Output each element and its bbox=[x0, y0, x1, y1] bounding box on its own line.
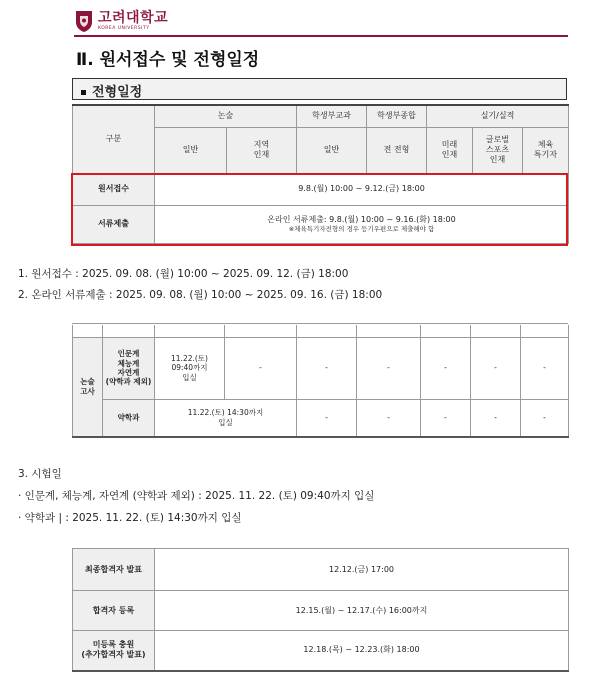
university-logo bbox=[74, 9, 168, 33]
dash-cell: - bbox=[521, 399, 569, 437]
table-divider bbox=[72, 323, 568, 324]
note-line: · 약학과 | : 2025. 11. 22. (토) 14:30까지 입실 bbox=[18, 512, 242, 524]
group-header-silgi: 실기/실적 bbox=[427, 105, 569, 127]
dash-cell: - bbox=[421, 337, 471, 399]
note-line: · 인문계, 체능계, 자연계 (약학과 제외) : 2025. 11. 22. (토) 09:40까지 입실 bbox=[18, 490, 375, 502]
dash-cell: - bbox=[357, 399, 421, 437]
result-row-value: 12.12.(금) 17:00 bbox=[155, 549, 569, 591]
dash-cell: - bbox=[357, 337, 421, 399]
group-header-nonsul: 논술 bbox=[155, 105, 297, 127]
documents-period: 온라인 서류제출: 9.8.(월) 10:00 ~ 9.16.(화) 18:00 bbox=[267, 214, 456, 224]
dash-cell: - bbox=[297, 337, 357, 399]
exam-row-label-general: 인문계 체능계 자연계 (약학과 제외) bbox=[103, 337, 155, 399]
note-line: 3. 시험일 bbox=[18, 468, 62, 480]
dash-cell: - bbox=[421, 399, 471, 437]
dash-cell: - bbox=[471, 399, 521, 437]
dash-cell: - bbox=[471, 337, 521, 399]
row-label-documents: 서류제출 bbox=[73, 205, 155, 243]
note-line: 2. 온라인 서류제출 : 2025. 09. 08. (월) 10:00 ~ 2025. 09. 16. (금) 18:00 bbox=[18, 289, 383, 301]
documents-period-cell bbox=[155, 205, 569, 243]
note-line: 1. 원서접수 : 2025. 09. 08. (월) 10:00 ~ 2025. 09. 12. (금) 18:00 bbox=[18, 268, 349, 280]
logo-english-name: KOREA UNIVERSITY bbox=[98, 25, 150, 31]
schedule-table bbox=[72, 104, 569, 244]
result-row-label: 미등록 충원 (추가합격자 발표) bbox=[73, 631, 155, 671]
exam-table bbox=[72, 325, 569, 438]
row-header-cell: 구분 bbox=[73, 105, 155, 173]
group-header-gyogwa: 학생부교과 bbox=[297, 105, 367, 127]
section-title: Ⅱ. 원서접수 및 전형일정 bbox=[76, 50, 260, 70]
subheader-cell: 일반 bbox=[155, 127, 227, 173]
application-period: 9.8.(월) 10:00 ~ 9.12.(금) 18:00 bbox=[155, 173, 569, 205]
dash-cell: - bbox=[521, 337, 569, 399]
header-divider bbox=[74, 35, 568, 37]
result-row-label: 최종합격자 발표 bbox=[73, 549, 155, 591]
result-row-label: 합격자 등록 bbox=[73, 591, 155, 631]
documents-note: ※체육특기자전형의 경우 등기우편으로 제출해야 함 bbox=[288, 224, 435, 233]
result-row-value: 12.18.(목) ~ 12.23.(화) 18:00 bbox=[155, 631, 569, 671]
crest-icon bbox=[74, 9, 94, 33]
exam-row-label-pharmacy: 약학과 bbox=[103, 399, 155, 437]
exam-group-label: 논술 고사 bbox=[73, 337, 103, 437]
subheader-cell: 미래 인재 bbox=[427, 127, 473, 173]
subsection-box bbox=[72, 78, 567, 100]
result-table bbox=[72, 548, 569, 672]
subheader-cell: 체육 특기자 bbox=[523, 127, 569, 173]
bullet-icon bbox=[81, 90, 86, 95]
subheader-cell: 전 전형 bbox=[367, 127, 427, 173]
group-header-jonghap: 학생부종합 bbox=[367, 105, 427, 127]
exam-time-general: 11.22.(토) 09:40까지 입실 bbox=[155, 337, 225, 399]
exam-time-pharmacy: 11.22.(토) 14:30까지 입실 bbox=[155, 399, 297, 437]
dash-cell: - bbox=[297, 399, 357, 437]
result-row-value: 12.15.(월) ~ 12.17.(수) 16:00까지 bbox=[155, 591, 569, 631]
row-label-application: 원서접수 bbox=[73, 173, 155, 205]
subheader-cell: 글로벌 스포츠 인재 bbox=[473, 127, 523, 173]
subheader-cell: 일반 bbox=[297, 127, 367, 173]
dash-cell: - bbox=[225, 337, 297, 399]
logo-korean-name: 고려대학교 bbox=[98, 9, 169, 26]
subheader-cell: 지역 인재 bbox=[227, 127, 297, 173]
subsection-title: 전형일정 bbox=[92, 85, 143, 100]
